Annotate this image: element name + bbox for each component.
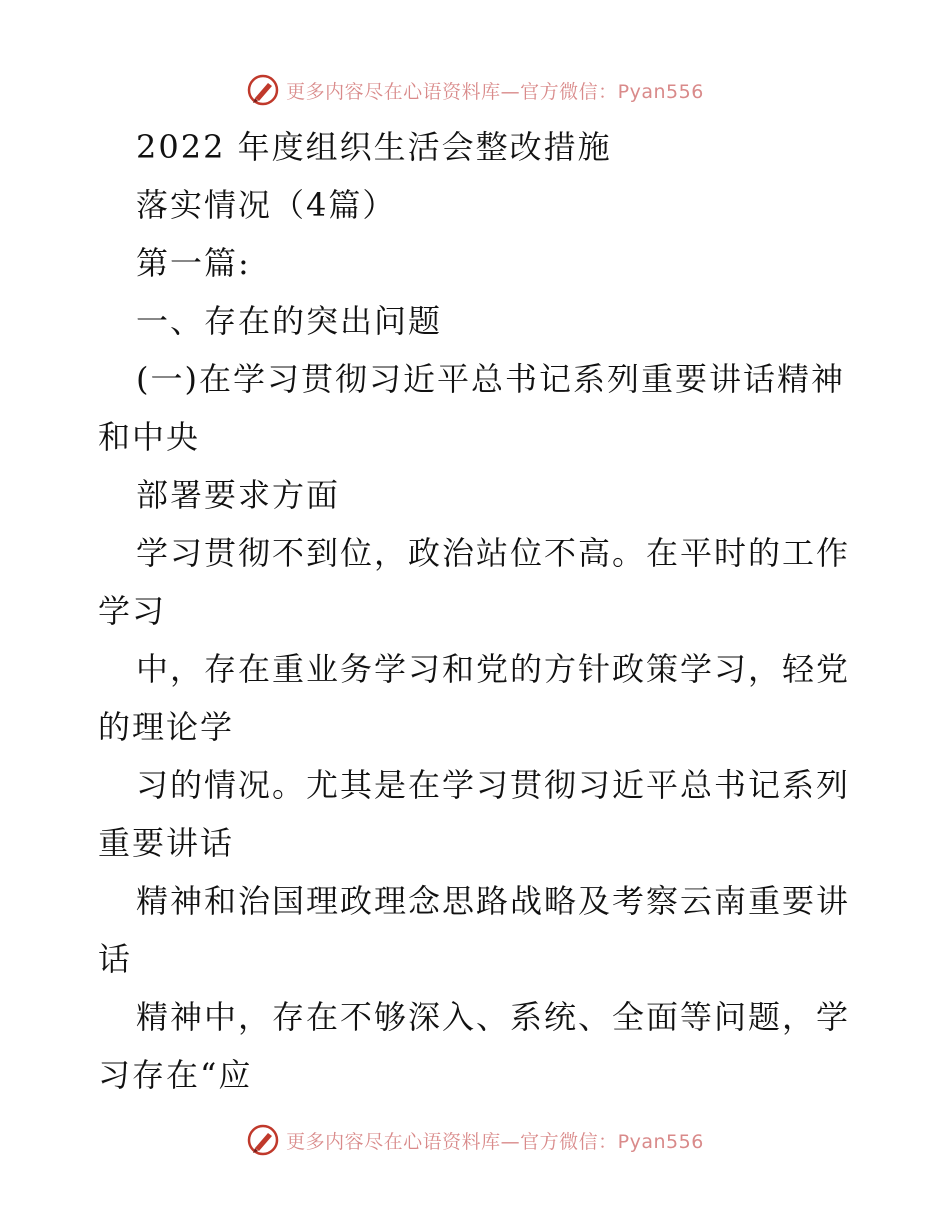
paragraph-line: 精神和治国理政理念思路战略及考察云南重要讲 (136, 882, 851, 920)
document-body (98, 118, 858, 1104)
paragraph-line: 话 (98, 940, 133, 978)
paragraph-line: 和中央 (98, 418, 201, 456)
paragraph-line: 的理论学 (98, 708, 235, 746)
subsection-heading: 一、存在的突出问题 (136, 302, 443, 340)
section-heading: 第一篇: (136, 244, 251, 282)
paragraph-line: 学习 (98, 592, 167, 630)
paragraph-line: 部署要求方面 (136, 476, 341, 514)
paragraph-line: 习的情况。尤其是在学习贯彻习近平总书记系列 (136, 766, 851, 804)
doc-title-line-1: 2022 年度组织生活会整改措施 (136, 128, 612, 166)
pen-logo-icon (246, 73, 280, 107)
header-banner-text: 更多内容尽在心语资料库—官方微信：Pyan556 (286, 80, 704, 103)
paragraph-line: 重要讲话 (98, 824, 235, 862)
footer-banner (0, 1120, 950, 1160)
paragraph-line: 中，存在重业务学习和党的方针政策学习，轻党 (136, 650, 851, 688)
paragraph-line: 习存在“应 (98, 1056, 253, 1094)
paragraph-line: 学习贯彻不到位，政治站位不高。在平时的工作 (136, 534, 851, 572)
header-banner (0, 70, 950, 110)
footer-banner-text: 更多内容尽在心语资料库—官方微信：Pyan556 (286, 1130, 704, 1153)
doc-title-line-2: 落实情况（4篇） (136, 186, 397, 224)
pen-logo-icon (246, 1123, 280, 1157)
paragraph-line: 精神中，存在不够深入、系统、全面等问题，学 (136, 998, 851, 1036)
paragraph-line: (一)在学习贯彻习近平总书记系列重要讲话精神 (136, 360, 845, 398)
